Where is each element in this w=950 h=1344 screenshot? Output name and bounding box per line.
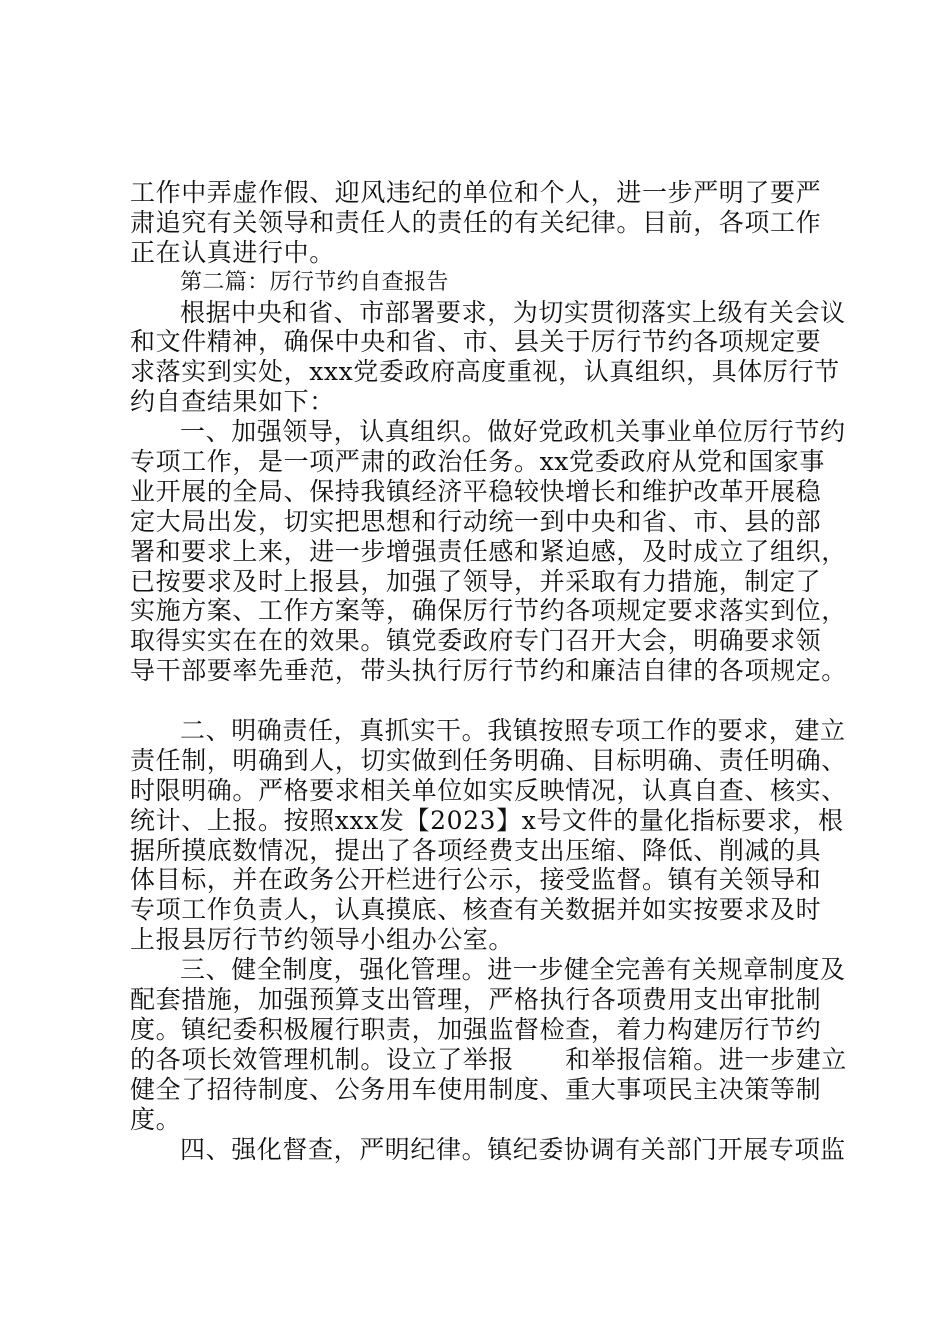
text-line: 四、强化督查，严明纪律。镇纪委协调有关部门开展专项监: [180, 1134, 846, 1164]
text-line: 专项工作，是一项严肃的政治任务。xx党委政府从党和国家事: [130, 447, 826, 477]
text-line: 的各项长效管理机制。设立了举报 和举报信箱。进一步建立: [130, 1044, 847, 1074]
text-line: 时限明确。严格要求相关单位如实反映情况，认真自查、核实、: [130, 775, 847, 805]
text-line: 求落实到实处，xxx党委政府高度重视，认真组织，具体厉行节: [130, 357, 840, 387]
text-line: 肃追究有关领导和责任人的责任的有关纪律。目前，各项工作: [130, 207, 822, 237]
text-line: 约自查结果如下：: [130, 387, 335, 417]
text-line: 统计、上报。按照xxx发【2023】x号文件的量化指标要求，根: [130, 805, 844, 835]
text-line: 正在认真进行中。: [130, 237, 335, 267]
text-line: 度。镇纪委积极履行职责，加强监督检查，着力构建厉行节约: [130, 1014, 822, 1044]
text-line: 一、加强领导，认真组织。做好党政机关事业单位厉行节约: [180, 417, 846, 447]
text-line: 专项工作负责人，认真摸底、核查有关数据并如实按要求及时: [130, 895, 822, 925]
text-line: 取得实实在在的效果。镇党委政府专门召开大会，明确要求领: [130, 626, 822, 656]
text-line: 责任制，明确到人，切实做到任务明确、目标明确、责任明确、: [130, 745, 847, 775]
text-line: 和文件精神，确保中央和省、市、县关于厉行节约各项规定要: [130, 327, 822, 357]
paragraph-gap: [130, 686, 830, 716]
text-line: 实施方案、工作方案等，确保厉行节约各项规定要求落实到位，: [130, 596, 847, 626]
text-line: 据所摸底数情况，提出了各项经费支出压缩、降低、削减的具: [130, 835, 822, 865]
text-line: 二、明确责任，真抓实干。我镇按照专项工作的要求，建立: [180, 716, 846, 746]
text-line: 体目标，并在政务公开栏进行公示，接受监督。镇有关领导和: [130, 865, 822, 895]
text-line: 健全了招待制度、公务用车使用制度、重大事项民主决策等制: [130, 1074, 822, 1104]
text-line: 工作中弄虚作假、迎风违纪的单位和个人，进一步严明了要严: [130, 178, 822, 207]
text-line: 定大局出发，切实把思想和行动统一到中央和省、市、县的部: [130, 506, 822, 536]
text-line: 业开展的全局、保持我镇经济平稳较快增长和维护改革开展稳: [130, 476, 822, 506]
text-line: 三、健全制度，强化管理。进一步健全完善有关规章制度及: [180, 955, 846, 985]
text-line: 导干部要率先垂范，带头执行厉行节约和廉洁自律的各项规定。: [130, 656, 847, 686]
text-line: 配套措施，加强预算支出管理，严格执行各项费用支出审批制: [130, 985, 822, 1015]
document-body: [130, 178, 847, 1164]
text-line: 已按要求及时上报县，加强了领导，并采取有力措施，制定了: [130, 566, 822, 596]
section-heading: 第二篇：厉行节约自查报告: [180, 269, 449, 295]
text-line: 度。: [130, 1104, 182, 1134]
text-line: 上报县厉行节约领导小组办公室。: [130, 925, 515, 955]
text-line: 署和要求上来，进一步增强责任感和紧迫感，及时成立了组织，: [130, 536, 847, 566]
text-line: 根据中央和省、市部署要求，为切实贯彻落实上级有关会议: [180, 297, 846, 327]
